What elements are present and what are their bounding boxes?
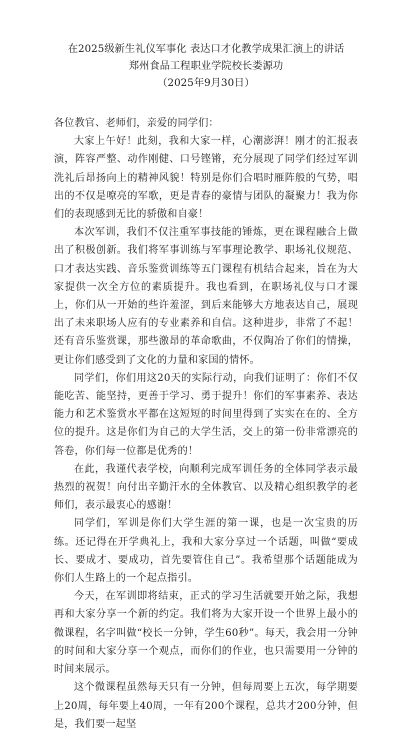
body-paragraph: 今天，在军训即将结束，正式的学习生活就要开始之际，我想再和大家分享一个新的约定。我们将为大家开设一个世界上最小的微课程，名字叫做“校长一分钟，学生60秒”。每天，我会用一分钟的时间和大家分享一个观点，而你们的作业，也只需要用一分钟的时间来展示。 <box>54 591 358 676</box>
body-paragraph: 同学们，你们用这20天的实际行动，向我们证明了：你们不仅能吃苦、能坚持，更善于学习、勇于提升！你们的军事素养、表达能力和艺术鉴赏水平都在这短短的时间里得到了实实在在的、全方位的提升。这是你们为自己的大学生活，交上的第一份非常漂亮的答卷，你们每一位都是优秀的！ <box>54 372 358 457</box>
body-paragraph: 同学们，军训是你们大学生涯的第一课，也是一次宝贵的历练。还记得在开学典礼上，我和大家分享过一个话题，叫做“要成长、要成才、要成功，首先要管住自己”。我希望那个话题能成为你们人生路上的一个起点指引。 <box>54 518 358 585</box>
body-paragraph: 本次军训，我们不仅注重军事技能的锤炼，更在课程融合上做出了积极创新。我们将军事训练与军事理论教学、职场礼仪规范、口才表达实践、音乐鉴赏训练等五门课程有机结合起来，旨在为大家提供一次全方位的素质提升。我也看到，在职场礼仪与口才课上，你们从一开始的些许羞涩，到后来能够大方地表达自己，展现出了未来职场人应有的专业素养和自信。这种进步，非常了不起！还有音乐鉴赏课，那些激昂的革命歌曲，不仅陶冶了你们的情操，更让你们感受到了文化的力量和家国的情怀。 <box>54 227 358 366</box>
salutation: 各位教官、老师们，亲爱的同学们： <box>54 118 219 129</box>
speech-date: （2025年9月30日） <box>157 78 255 89</box>
body-paragraph: 在此，我谨代表学校，向顺利完成军训任务的全体同学表示最热烈的祝贺！向付出辛勤汗水的全体教官、以及精心组织教学的老师们，表示最衷心的感谢！ <box>54 463 358 512</box>
speaker-line: 郑州食品工程职业学院校长娄源功 <box>128 61 284 72</box>
body-paragraph: 大家上午好！此刻，我和大家一样，心潮澎湃！刚才的汇报表演，阵容严整、动作刚健、口号铿锵，充分展现了同学们经过军训洗礼后昂扬向上的精神风貌！特别是你们合唱时雁阵般的气势，唱出的不仅是嘹亮的军歌，更是青春的豪情与团队的凝聚力！我为你们的表现感到无比的骄傲和自豪！ <box>54 136 358 221</box>
body-paragraph: 这个微课程虽然每天只有一分钟，但每周要上五次，每学期要上20周，每年要上40周，一年有200个课程，总共才200分钟，但是，我们要一起坚 <box>54 682 358 730</box>
speech-title: 在2025级新生礼仪军事化 表达口才化教学成果汇演上的讲话 <box>67 44 345 55</box>
